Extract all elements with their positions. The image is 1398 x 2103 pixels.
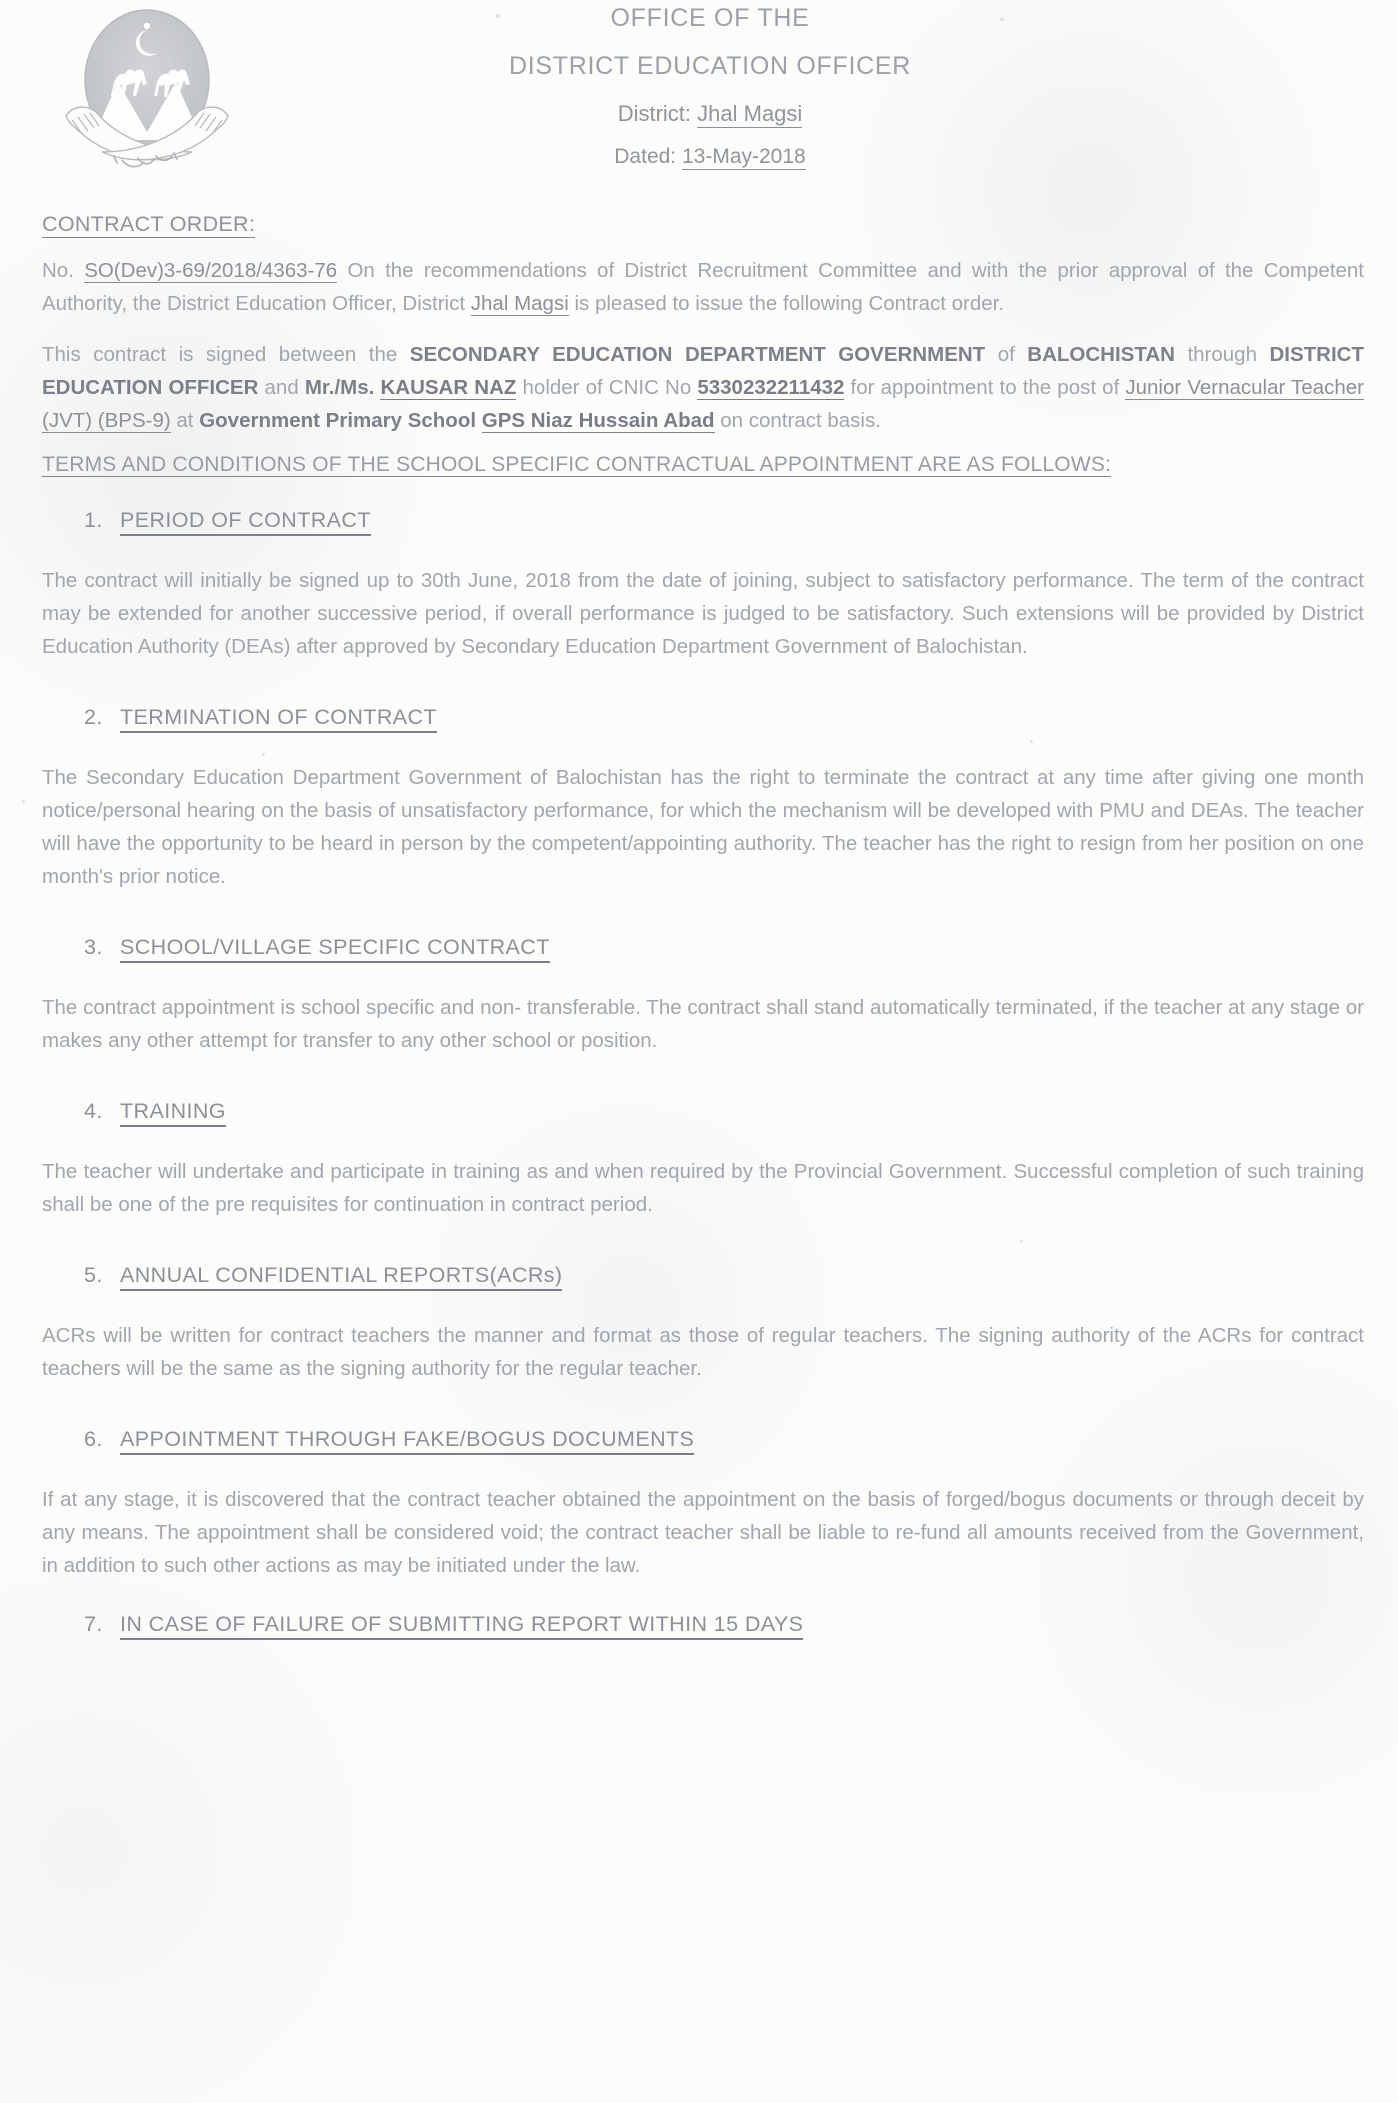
clause-6-body-wrap	[42, 1483, 1364, 1582]
clause-5-heading: ANNUAL CONFIDENTIAL REPORTS(ACRs)	[120, 1263, 562, 1291]
header-title-block	[430, 4, 990, 169]
document-body	[0, 212, 1398, 1640]
parties-text-2: of	[997, 343, 1015, 366]
clause-1-number: 1.	[84, 508, 103, 532]
dated-label: Dated:	[614, 145, 677, 168]
parties-text-7: at	[176, 409, 194, 432]
parties-text-3: through	[1187, 343, 1257, 366]
clause-3-heading: SCHOOL/VILLAGE SPECIFIC CONTRACT	[120, 935, 550, 963]
office-of-the-label: OFFICE OF THE	[610, 4, 810, 32]
clause-1	[42, 508, 1364, 663]
clause-3	[42, 935, 1364, 1057]
parties-paragraph	[42, 338, 1364, 437]
no-label: No.	[42, 259, 74, 282]
cnic-number: 5330232211432	[697, 376, 845, 399]
clause-5-title	[42, 1263, 1364, 1291]
clause-3-body-wrap	[42, 991, 1364, 1057]
salutation-label: Mr./Ms.	[304, 376, 375, 399]
parties-text-6: for appointment to the post of	[850, 376, 1120, 399]
clause-7	[42, 1612, 1364, 1640]
clause-6-body: If at any stage, it is discovered that the contract teacher obtained the appointment on the basis of forged/bogus documents or through deceit by any means. The appointment shall be considered void; the contract teacher shall be liable to re-fund all amounts received from the Government, in addition to such other actions as may be initiated under the law.	[42, 1488, 1364, 1577]
balochistan-crest-icon	[52, 8, 242, 180]
clause-7-number: 7.	[84, 1612, 103, 1636]
clause-3-body: The contract appointment is school specific and non- transferable. The contract shall stand automatically terminated, if the teacher at any stage or makes any other attempt for transfer to any other school or position.	[42, 996, 1364, 1052]
clause-6-heading: APPOINTMENT THROUGH FAKE/BOGUS DOCUMENTS	[120, 1427, 694, 1455]
clause-2-body-wrap	[42, 761, 1364, 893]
parties-text-4: and	[264, 376, 299, 399]
parties-text-5: holder of CNIC No	[522, 376, 692, 399]
clause-6	[42, 1427, 1364, 1582]
clause-5	[42, 1263, 1364, 1385]
clause-4-number: 4.	[84, 1099, 103, 1123]
terms-and-conditions-heading: TERMS AND CONDITIONS OF THE SCHOOL SPECIFIC CONTRACTUAL APPOINTMENT ARE AS FOLLOWS:	[42, 453, 1112, 476]
contract-order-intro-paragraph	[42, 254, 1364, 320]
clause-2-number: 2.	[84, 705, 103, 729]
clause-4-title	[42, 1099, 1364, 1127]
officer-title: DISTRICT EDUCATION OFFICER	[42, 343, 1364, 399]
clause-5-number: 5.	[84, 1263, 103, 1287]
clause-1-body: The contract will initially be signed up to 30th June, 2018 from the date of joining, subject to satisfactory performance. The term of the contract may be extended for another successive period, if overall performance is judged to be satisfactory. Such extensions will be provided by District Education Authority (DEAs) after approved by Secondary Education Department Government of Balochistan.	[42, 569, 1364, 658]
dated-value: 13-May-2018	[681, 145, 806, 168]
teacher-name: KAUSAR NAZ	[380, 376, 517, 399]
school-name: GPS Niaz Hussain Abad	[481, 409, 715, 432]
clause-5-body: ACRs will be written for contract teachers the manner and format as those of regular teachers. The signing authority of the ACRs for contract teachers will be the same as the signing authority for the regular teacher.	[42, 1324, 1364, 1380]
clause-1-title	[42, 508, 1364, 536]
parties-text-8: on contract basis.	[720, 409, 881, 432]
province-name: BALOCHISTAN	[1027, 343, 1175, 366]
post-title: Junior Vernacular Teacher (JVT) (BPS-9)	[42, 376, 1364, 432]
clause-1-heading: PERIOD OF CONTRACT	[120, 508, 371, 536]
district-line	[430, 101, 990, 127]
clause-2-body: The Secondary Education Department Government of Balochistan has the right to terminate the contract at any time after giving one month notice/personal hearing on the basis of unsatisfactory performance, for which the mechanism will be developed with PMU and DEAs. The teacher will have the opportunity to be heard in person by the competent/appointing authority. The teacher has the right to resign from her position on one month's prior notice.	[42, 766, 1364, 888]
clause-3-title	[42, 935, 1364, 963]
clause-4-heading: TRAINING	[120, 1099, 226, 1127]
district-value: Jhal Magsi	[697, 101, 803, 126]
school-prefix: Government Primary School	[199, 409, 477, 432]
district-label: District:	[617, 101, 692, 126]
clause-6-number: 6.	[84, 1427, 103, 1451]
clause-7-heading: IN CASE OF FAILURE OF SUBMITTING REPORT WITHIN 15 DAYS	[120, 1612, 803, 1640]
parties-text-1: This contract is signed between the	[42, 343, 398, 366]
clause-6-title	[42, 1427, 1364, 1455]
document-header	[0, 0, 1398, 182]
dated-line	[430, 145, 990, 169]
department-name: SECONDARY EDUCATION DEPARTMENT GOVERNMENT	[409, 343, 986, 366]
clause-2-heading: TERMINATION OF CONTRACT	[120, 705, 437, 733]
order-number: SO(Dev)3-69/2018/4363-76	[84, 259, 338, 282]
intro-tail-text: is pleased to issue the following Contract order.	[574, 292, 1005, 315]
clause-5-body-wrap	[42, 1319, 1364, 1385]
clause-3-number: 3.	[84, 935, 103, 959]
clause-1-body-wrap	[42, 564, 1364, 663]
district-education-officer-label: DISTRICT EDUCATION OFFICER	[508, 52, 911, 80]
intro-rest-text: On the recommendations of District Recruitment Committee and with the prior approval of the Competent Authority, the District Education Officer, District	[42, 259, 1365, 315]
clause-4	[42, 1099, 1364, 1221]
contract-order-heading: CONTRACT ORDER:	[42, 212, 256, 236]
clause-4-body-wrap	[42, 1155, 1364, 1221]
clause-7-title	[42, 1612, 1364, 1640]
clause-2-title	[42, 705, 1364, 733]
clause-4-body: The teacher will undertake and participate in training as and when required by the Provincial Government. Successful completion of such training shall be one of the pre requisites for continuation in contract period.	[42, 1160, 1364, 1216]
clause-2	[42, 705, 1364, 893]
intro-district-name: Jhal Magsi	[470, 292, 569, 315]
